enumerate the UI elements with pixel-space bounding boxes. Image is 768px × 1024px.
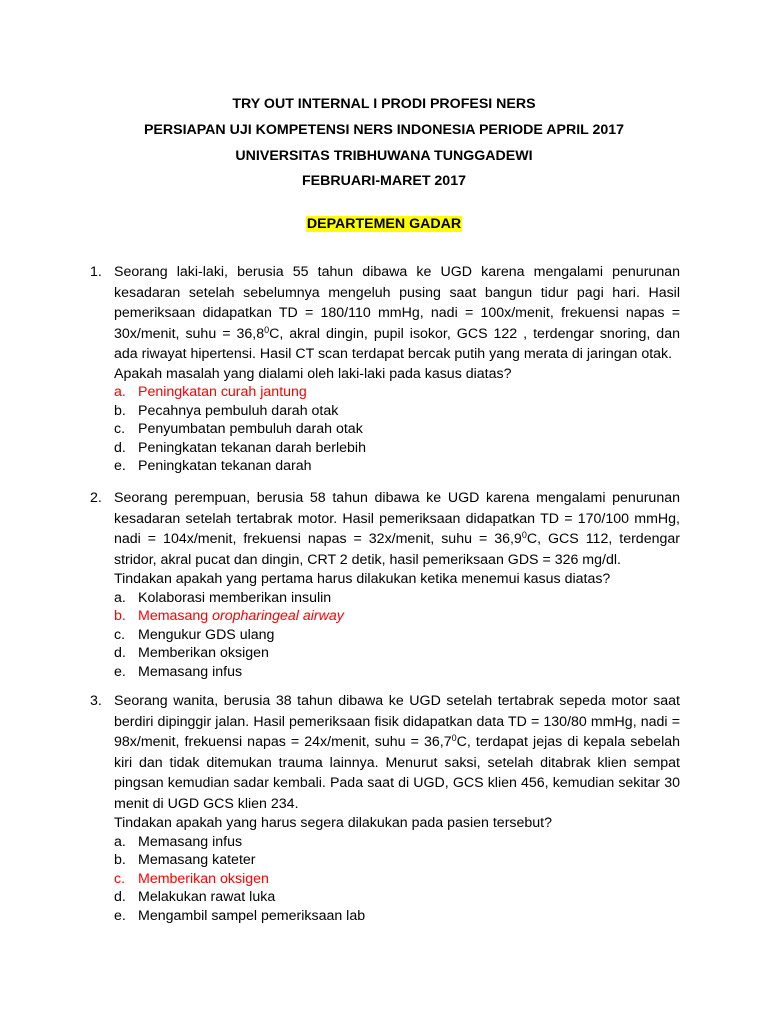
question-number: 3. [90,693,102,709]
option-e: e. Mengambil sampel pemeriksaan lab [114,907,366,924]
option-d: d. Memberikan oksigen [114,645,269,662]
question-2 [90,488,680,681]
option-d: d. Peningkatan tekanan darah berlebih [114,439,366,456]
option-c: c. Penyumbatan pembuluh darah otak [114,421,363,438]
option-list [114,383,680,476]
question-stem: Seorang perempuan, berusia 58 tahun dibawa ke UGD karena mengalami penurunan kesadaran setelah tertabrak motor. Hasil pemeriksaan didapatkan TD = 170/100 mmHg, nadi = 104x/menit, frekuensi napas = 32x/menit, suhu = $36,9^0C$, GCS 112, terdengar stridor, akral pucat dan dingin, CRT 2 detik, hasil pemeriksaan GDS = 326 mg/dl. [114,490,680,568]
option-b: b. Pecahnya pembuluh darah otak [114,402,339,419]
option-d: d. Melakukan rawat luka [114,889,276,906]
header-title: TRY OUT INTERNAL I PRODI PROFESI NERS [232,96,536,112]
header-period: FEBRUARI-MARET 2017 [302,173,466,190]
question-stem: Seorang wanita, berusia 38 tahun dibawa ke UGD setelah tertabrak sepeda motor saat berdiri dipinggir jalan. Hasil pemeriksaan fisik didapatkan data TD = 130/80 mmHg, nadi = 98x/menit, frekuensi napas = 24x/menit, suhu = $36,7^0C$, terdapat jejas di kepala sebelah kiri dan tidak ditemukan trauma lainnya. Menurut saksi, setelah ditabrak klien sempat pingsan kemudian sadar kembali. Pada saat di UGD, GCS klien 456, kemudian sekitar 30 menit di UGD GCS klien 234. [114,693,681,812]
question-prompt: Apakah masalah yang dialami oleh laki-laki pada kasus diatas? [114,365,512,382]
option-c: c. Mengukur GDS ulang [114,626,275,643]
option-b-answer: b. Memasang oropharingeal airway [114,608,344,625]
option-a-answer: a. Peningkatan curah jantung [114,384,307,400]
department-label: DEPARTEMEN GADAR [306,216,462,233]
department-heading [0,214,768,234]
option-e: e. Peningkatan tekanan darah [114,458,312,475]
option-a: a. Kolaborasi memberikan insulin [114,589,332,606]
document-header [0,92,768,234]
question-3 [90,691,680,925]
option-a: a. Memasang infus [114,833,243,850]
option-e: e. Memasang infus [114,663,243,680]
question-number: 2. [90,490,102,506]
option-b: b. Memasang kateter [114,852,256,869]
header-university: UNIVERSITAS TRIBHUWANA TUNGGADEWI [235,147,533,164]
option-list [114,589,680,682]
question-prompt: Tindakan apakah yang harus segera dilakukan pada pasien tersebut? [114,815,553,831]
header-subtitle: PERSIAPAN UJI KOMPETENSI NERS INDONESIA PERIODE APRIL 2017 [143,121,625,138]
question-prompt: Tindakan apakah yang pertama harus dilakukan ketika menemui kasus diatas? [114,571,611,587]
option-c-answer: c. Memberikan oksigen [114,870,269,887]
question-number: 1. [90,264,102,280]
option-list [114,833,680,926]
question-stem: Seorang laki-laki, berusia 55 tahun dibawa ke UGD karena mengalami penurunan kesadaran setelah sebelumnya mengeluh pusing saat bangun tidur pagi hari. Hasil pemeriksaan didapatkan TD = 180/110 mmHg, nadi = 100x/menit, frekuensi napas = 30x/menit, suhu = $36,8^0C$, akral dingin, pupil isokor, GCS 122 , terdengar snoring, dan ada riwayat hipertensi. Hasil CT scan terdapat bercak putih yang merata di jaringan otak. [114,264,680,362]
question-1 [90,262,680,476]
